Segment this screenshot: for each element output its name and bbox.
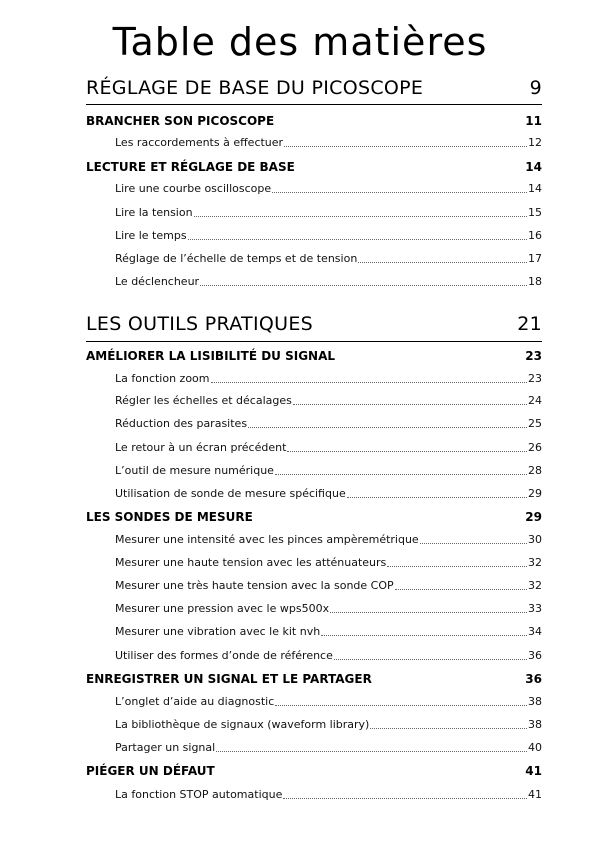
- toc-entry[interactable]: [115, 394, 542, 407]
- toc-entry-label: Réduction des parasites: [115, 417, 248, 430]
- toc-chapter-page: 29: [525, 510, 542, 524]
- toc-entry-label: Partager un signal: [115, 741, 216, 754]
- toc-entry-label: Lire une courbe oscilloscope: [115, 182, 272, 195]
- toc-entry-label: Mesurer une intensité avec les pinces ampèremétrique: [115, 533, 419, 546]
- toc-chapter-page: 23: [525, 349, 542, 363]
- toc-entry-page: 32: [528, 556, 542, 569]
- toc-entry-page: 32: [528, 579, 542, 592]
- toc-entry-page: 34: [528, 625, 542, 638]
- toc-part-page: 9: [529, 77, 542, 99]
- toc-entry-label: Le déclencheur: [115, 275, 200, 288]
- toc-entry-page: 25: [528, 417, 542, 430]
- toc-chapter[interactable]: [86, 510, 542, 524]
- toc-entry-page: 15: [528, 206, 542, 219]
- toc-entry-label: Mesurer une très haute tension avec la sonde COP: [115, 579, 394, 592]
- toc-entry[interactable]: [115, 533, 542, 546]
- toc-entry-page: 41: [528, 788, 542, 801]
- toc-entry[interactable]: [115, 788, 542, 801]
- toc-part-page: 21: [517, 313, 542, 335]
- part-divider: [86, 104, 542, 105]
- dot-leader: [275, 474, 527, 475]
- dot-leader: [370, 728, 527, 729]
- toc-entry-page: 40: [528, 741, 542, 754]
- toc-chapter-page: 11: [525, 114, 542, 128]
- toc-entry-page: 14: [528, 182, 542, 195]
- dot-leader: [194, 216, 527, 217]
- toc-entry-label: Le retour à un écran précédent: [115, 441, 287, 454]
- toc-entry-page: 18: [528, 275, 542, 288]
- toc-entry-page: 38: [528, 695, 542, 708]
- toc-entry-label: L’outil de mesure numérique: [115, 464, 274, 477]
- toc-entry[interactable]: [115, 441, 542, 454]
- toc-entry-page: 12: [528, 136, 542, 149]
- dot-leader: [188, 239, 527, 240]
- toc-entry[interactable]: [115, 625, 542, 638]
- toc-entry[interactable]: [115, 741, 542, 754]
- toc-chapter-page: 36: [525, 672, 542, 686]
- toc-entry-page: 29: [528, 487, 542, 500]
- dot-leader: [347, 497, 527, 498]
- toc-entry-page: 38: [528, 718, 542, 731]
- toc-entry-page: 17: [528, 252, 542, 265]
- toc-entry-page: 24: [528, 394, 542, 407]
- toc-part[interactable]: [86, 313, 542, 335]
- toc-chapter[interactable]: [86, 349, 542, 363]
- toc-entry[interactable]: [115, 718, 542, 731]
- toc-part[interactable]: [86, 77, 542, 99]
- toc-chapter[interactable]: [86, 160, 542, 174]
- toc-entry-label: La fonction zoom: [115, 372, 210, 385]
- toc-chapter-label: BRANCHER SON PICOSCOPE: [86, 114, 275, 128]
- dot-leader: [248, 427, 527, 428]
- toc-entry-label: Régler les échelles et décalages: [115, 394, 292, 407]
- dot-leader: [420, 543, 527, 544]
- dot-leader: [284, 146, 527, 147]
- dot-leader: [358, 262, 527, 263]
- dot-leader: [200, 285, 527, 286]
- toc-entry-page: 33: [528, 602, 542, 615]
- toc-chapter[interactable]: [86, 764, 542, 778]
- toc-entry[interactable]: [115, 275, 542, 288]
- toc-chapter[interactable]: [86, 114, 542, 128]
- toc-entry[interactable]: [115, 556, 542, 569]
- toc-chapter-page: 41: [525, 764, 542, 778]
- toc-entry[interactable]: [115, 487, 542, 500]
- toc-entry-page: 16: [528, 229, 542, 242]
- dot-leader: [334, 659, 527, 660]
- toc-entry-label: L’onglet d’aide au diagnostic: [115, 695, 275, 708]
- page-title: Table des matières: [112, 20, 488, 64]
- toc-chapter-label: LES SONDES DE MESURE: [86, 510, 253, 524]
- dot-leader: [275, 705, 527, 706]
- dot-leader: [387, 566, 527, 567]
- dot-leader: [321, 635, 527, 636]
- toc-entry-label: Lire la tension: [115, 206, 193, 219]
- toc-entry-page: 28: [528, 464, 542, 477]
- toc-part-label: RÉGLAGE DE BASE DU PICOSCOPE: [86, 77, 424, 99]
- toc-entry[interactable]: [115, 602, 542, 615]
- toc-entry-label: La bibliothèque de signaux (waveform library): [115, 718, 370, 731]
- dot-leader: [216, 751, 527, 752]
- toc-entry[interactable]: [115, 252, 542, 265]
- toc-entry-page: 23: [528, 372, 542, 385]
- toc-entry-label: Utiliser des formes d’onde de référence: [115, 649, 333, 662]
- toc-entry-page: 30: [528, 533, 542, 546]
- toc-entry-label: Utilisation de sonde de mesure spécifique: [115, 487, 346, 500]
- dot-leader: [283, 798, 527, 799]
- toc-chapter-label: AMÉLIORER LA LISIBILITÉ DU SIGNAL: [86, 349, 336, 363]
- toc-entry-label: Les raccordements à effectuer: [115, 136, 284, 149]
- toc-entry[interactable]: [115, 229, 542, 242]
- toc-entry[interactable]: [115, 417, 542, 430]
- toc-entry[interactable]: [115, 579, 542, 592]
- toc-entry[interactable]: [115, 136, 542, 149]
- dot-leader: [287, 451, 527, 452]
- part-divider: [86, 341, 542, 342]
- toc-chapter-page: 14: [525, 160, 542, 174]
- toc-entry[interactable]: [115, 695, 542, 708]
- toc-entry-label: Mesurer une haute tension avec les atténuateurs: [115, 556, 387, 569]
- toc-chapter-label: ENREGISTRER UN SIGNAL ET LE PARTAGER: [86, 672, 372, 686]
- dot-leader: [395, 589, 527, 590]
- toc-entry[interactable]: [115, 206, 542, 219]
- dot-leader: [293, 404, 527, 405]
- toc-part-label: LES OUTILS PRATIQUES: [86, 313, 313, 335]
- dot-leader: [272, 192, 527, 193]
- toc-entry-label: La fonction STOP automatique: [115, 788, 283, 801]
- toc-chapter-label: LECTURE ET RÉGLAGE DE BASE: [86, 160, 295, 174]
- toc-entry-label: Lire le temps: [115, 229, 187, 242]
- toc-entry[interactable]: [115, 182, 542, 195]
- dot-leader: [211, 382, 527, 383]
- toc-chapter-label: PIÉGER UN DÉFAUT: [86, 764, 215, 778]
- toc-chapter[interactable]: [86, 672, 542, 686]
- toc-entry[interactable]: [115, 372, 542, 385]
- toc-entry-label: Mesurer une vibration avec le kit nvh: [115, 625, 321, 638]
- toc-entry-page: 26: [528, 441, 542, 454]
- toc-entry[interactable]: [115, 464, 542, 477]
- toc-entry-page: 36: [528, 649, 542, 662]
- toc-entry[interactable]: [115, 649, 542, 662]
- toc-entry-label: Réglage de l’échelle de temps et de tension: [115, 252, 358, 265]
- toc-entry-label: Mesurer une pression avec le wps500x: [115, 602, 330, 615]
- dot-leader: [330, 612, 527, 613]
